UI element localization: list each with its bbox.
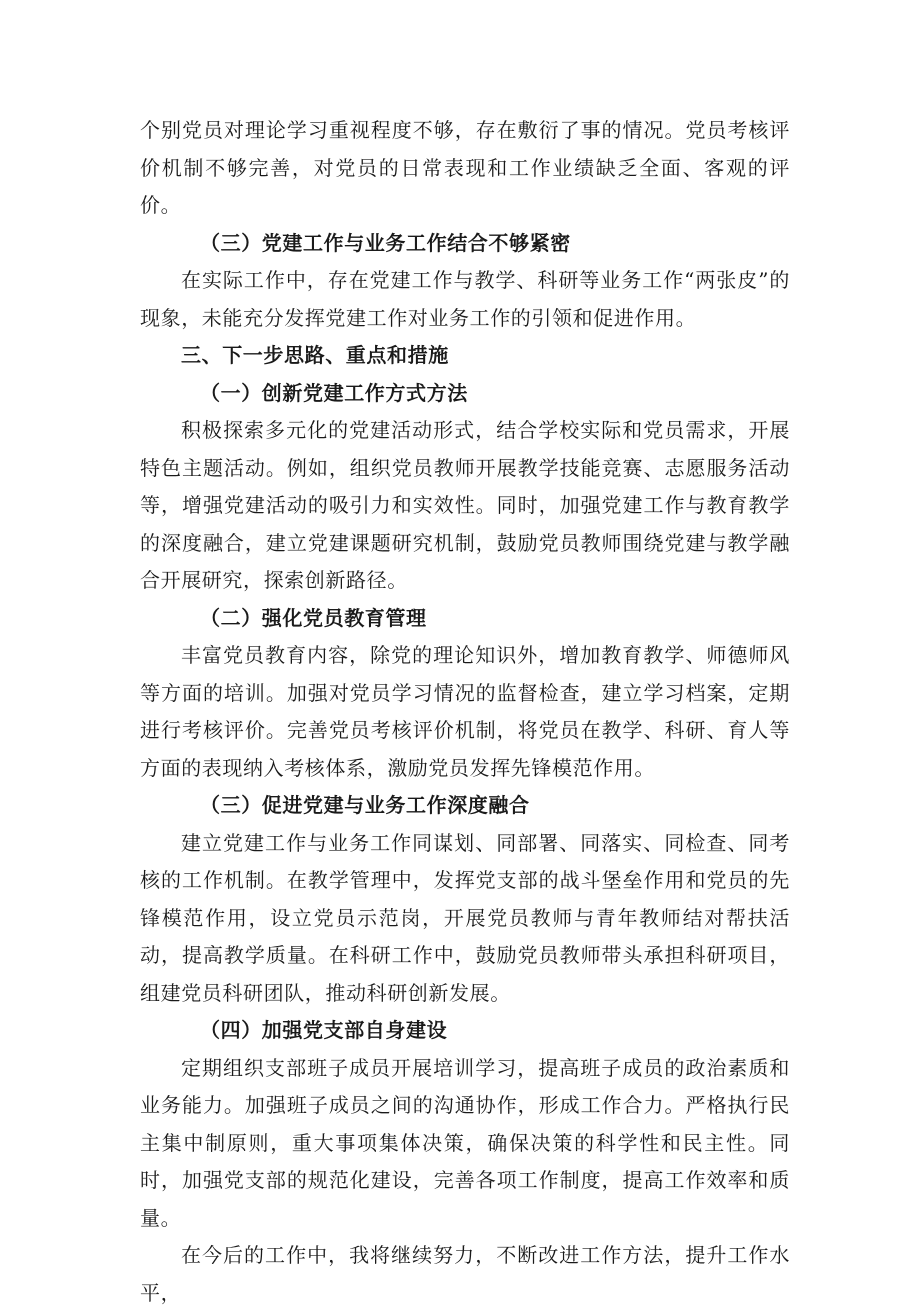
subheading-member-education: （二）强化党员教育管理 bbox=[200, 605, 427, 630]
subheading-branch-building: （四）加强党支部自身建设 bbox=[200, 1018, 448, 1042]
paragraph-continued: 个别党员对理论学习重视程度不够，存在敷衍了事的情况。党员考核评价机制不够完善，对党员的日常表现和工作业绩缺乏全面、客观的评价。 bbox=[140, 118, 790, 217]
paragraph-branch-building: 定期组织支部班子成员开展培训学习，提高班子成员的政治素质和业务能力。加强班子成员之间的沟通协作，形成工作合力。严格执行民主集中制原则，重大事项集体决策，确保决策的科学性和民主性。同时，加强党支部的规范化建设，完善各项工作制度，提高工作效率和质量。 bbox=[140, 1055, 790, 1230]
document-page bbox=[140, 112, 790, 1312]
paragraph-member-education: 丰富党员教育内容，除党的理论知识外，增加教育教学、师德师风等方面的培训。加强对党员学习情况的监督检查，建立学习档案，定期进行考核评价。完善党员考核评价机制，将党员在教学、科研、育人等方面的表现纳入考核体系，激励党员发挥先锋模范作用。 bbox=[140, 643, 790, 780]
subheading-innovate-methods: （一）创新党建工作方式方法 bbox=[200, 380, 468, 405]
paragraph-deep-integration: 建立党建工作与业务工作同谋划、同部署、同落实、同检查、同考核的工作机制。在教学管理中，发挥党支部的战斗堡垒作用和党员的先锋模范作用，设立党员示范岗，开展党员教师与青年教师结对帮扶活动，提高教学质量。在科研工作中，鼓励党员教师带头承担科研项目，组建党员科研团队，推动科研创新发展。 bbox=[140, 830, 790, 1005]
paragraph-integration-issue: 在实际工作中，存在党建工作与教学、科研等业务工作“两张皮”的现象，未能充分发挥党建工作对业务工作的引领和促进作用。 bbox=[140, 268, 790, 330]
subheading-integration-issue: （三）党建工作与业务工作结合不够紧密 bbox=[200, 230, 571, 255]
paragraph-innovate-methods: 积极探索多元化的党建活动形式，结合学校实际和党员需求，开展特色主题活动。例如，组织党员教师开展教学技能竞赛、志愿服务活动等，增强党建活动的吸引力和实效性。同时，加强党建工作与教育教学的深度融合，建立党建课题研究机制，鼓励党员教师围绕党建与教学融合开展研究，探索创新路径。 bbox=[140, 418, 790, 592]
section-heading-next-steps: 三、下一步思路、重点和措施 bbox=[181, 343, 449, 367]
subheading-deep-integration: （三）促进党建与业务工作深度融合 bbox=[200, 793, 530, 817]
paragraph-closing: 在今后的工作中，我将继续努力，不断改进工作方法，提升工作水平， bbox=[140, 1243, 790, 1305]
